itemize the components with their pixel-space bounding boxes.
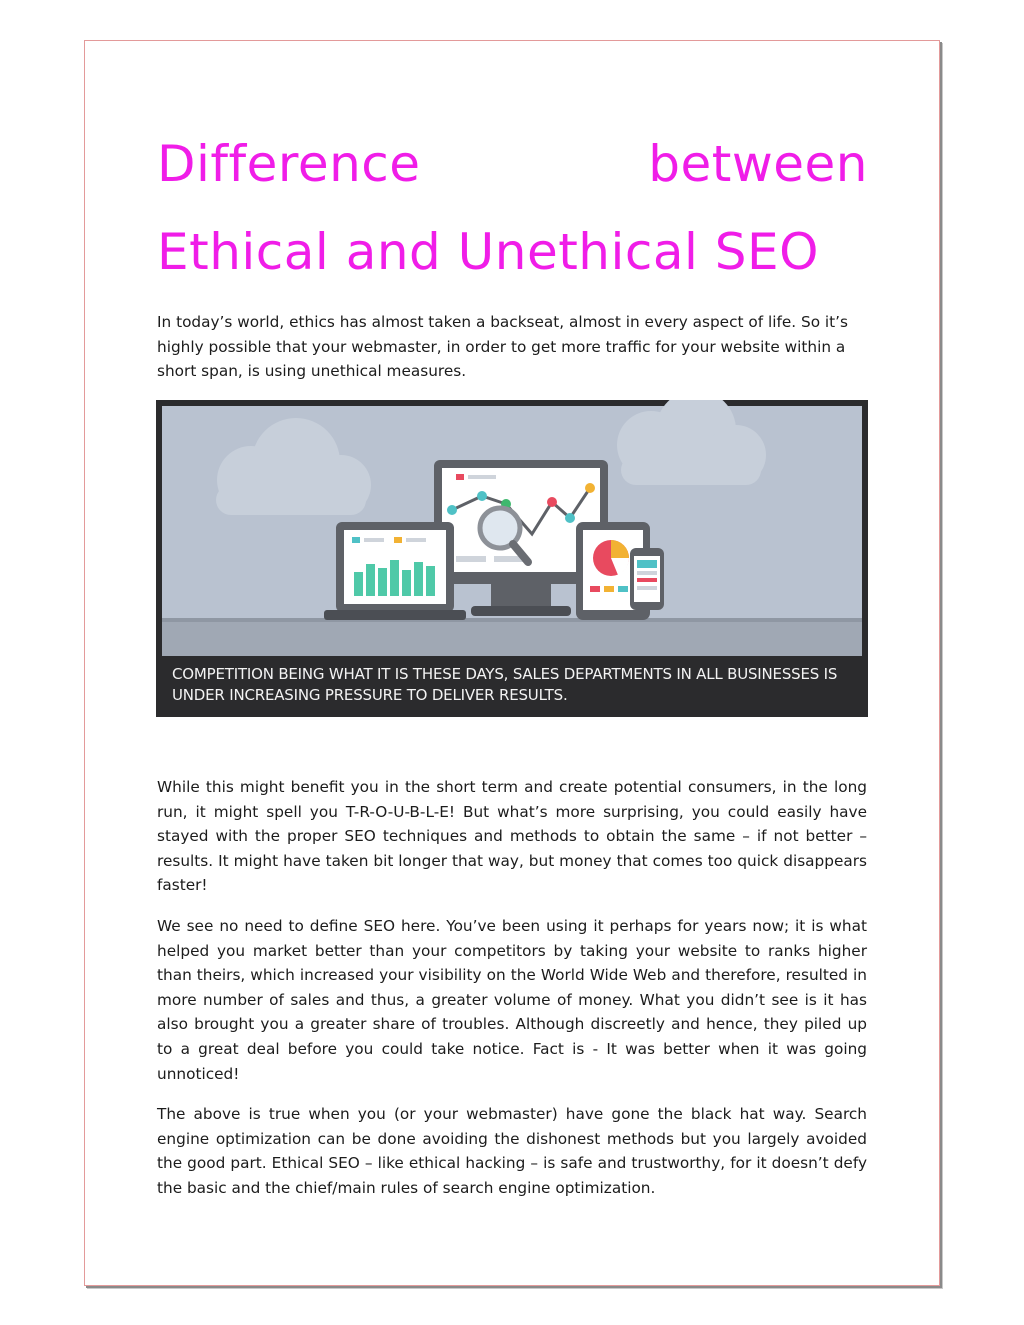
title-word-difference: Difference	[157, 135, 421, 193]
page-title	[157, 120, 868, 296]
intro-paragraph: In today’s world, ethics has almost taken a backseat, almost in every aspect of life. So it’s highly possible that your webmaster, in order to get more traffic for your website within a short span, is using unethical measures.	[157, 313, 849, 381]
illustration-floor	[162, 620, 862, 656]
title-word-between: between	[648, 135, 868, 193]
seo-illustration	[156, 400, 868, 717]
body-paragraph-1: While this might benefit you in the short term and create potential consumers, in the long run, it might spell you T-R-O-U-B-L-E! But what’s more surprising, you could easily have stayed with the proper SEO techniques and methods to obtain the same – if not better – results. It might have taken bit longer that way, but money that comes too quick disappears faster!	[157, 778, 867, 895]
body-paragraph-3: The above is true when you (or your webmaster) have gone the black hat way. Search engine optimization can be done avoiding the dishonest methods but you largely avoided the good part. Ethical SEO – like ethical hacking – is safe and trustworthy, for it doesn’t defy the basic and the chief/main rules of search engine optimization.	[157, 1105, 867, 1197]
phone-icon	[630, 548, 664, 610]
title-line-1	[157, 120, 868, 208]
body-paragraph-2: We see no need to define SEO here. You’ve been using it perhaps for years now; it is what helped you market better than your competitors by taking your website to ranks higher than theirs, which increased your visibility on the World Wide Web and therefore, resulted in more number of sales and thus, a greater volume of money. What you didn’t see is it has also brought you a greater share of troubles. Although discreetly and hence, they piled up to a great deal before you could take notice. Fact is - It was better when it was going unnoticed!	[157, 917, 867, 1083]
title-line-2: Ethical and Unethical SEO	[157, 223, 819, 281]
bar-chart-icon	[354, 560, 435, 596]
pie-chart-icon	[593, 540, 629, 576]
illustration-caption: COMPETITION BEING WHAT IT IS THESE DAYS, SALES DEPARTMENTS IN ALL BUSINESSES IS UNDER INCREASING PRESSURE TO DELIVER RESULTS.	[172, 665, 838, 704]
